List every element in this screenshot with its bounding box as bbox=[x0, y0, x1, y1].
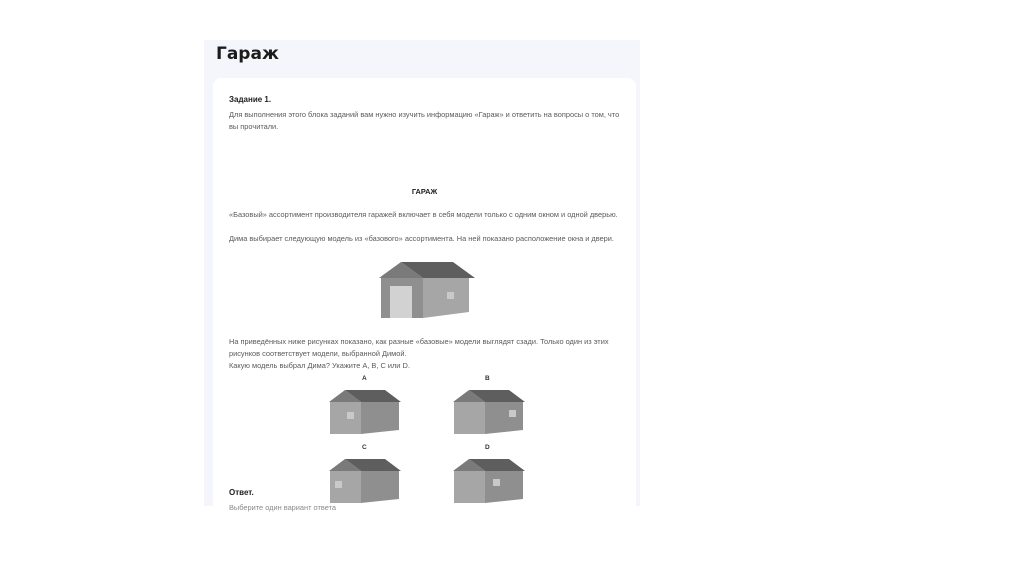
answer-hint: Выберите один вариант ответа bbox=[229, 503, 337, 512]
garage-variant-d[interactable] bbox=[449, 459, 529, 505]
window-icon bbox=[335, 481, 342, 488]
variant-label-c: C bbox=[362, 444, 367, 451]
garage-variant-b[interactable] bbox=[449, 390, 529, 436]
window-icon bbox=[509, 410, 516, 417]
paragraph-rear-views: На приведённых ниже рисунках показано, как разные «базовые» модели выглядят сзади. Только один из этих рисунков соответствует модели, выбранной Димой. bbox=[229, 337, 609, 358]
answer-heading: Ответ. bbox=[229, 488, 254, 497]
task-intro: Для выполнения этого блока заданий вам нужно изучить информацию «Гараж» и ответить на вопросы о том, что вы прочитали. bbox=[229, 110, 620, 131]
paragraph-dima-choice: Дима выбирает следующую модель из «базового» ассортимента. На ней показано расположение окна и двери. bbox=[229, 234, 614, 243]
garage-window bbox=[447, 292, 454, 299]
garage-door bbox=[390, 286, 412, 318]
garage-front-illustration bbox=[375, 262, 475, 320]
variant-label-d: D bbox=[485, 444, 490, 451]
content-panel bbox=[204, 40, 640, 512]
variant-label-a: A bbox=[362, 375, 367, 382]
garage-variant-c[interactable] bbox=[325, 459, 405, 505]
task-card bbox=[213, 78, 636, 518]
section-title: ГАРАЖ bbox=[411, 187, 438, 196]
page-title: Гараж bbox=[216, 44, 279, 64]
task-heading: Задание 1. bbox=[229, 95, 272, 104]
window-icon bbox=[493, 479, 500, 486]
paragraph-assortment: «Базовый» ассортимент производителя гаражей включает в себя модели только с одним окном и одной дверью. bbox=[229, 210, 618, 219]
garage-variant-a[interactable] bbox=[325, 390, 405, 436]
window-icon bbox=[347, 412, 354, 419]
variant-label-b: B bbox=[485, 375, 490, 382]
question-text: Какую модель выбрал Дима? Укажите A, B, C или D. bbox=[229, 361, 410, 370]
